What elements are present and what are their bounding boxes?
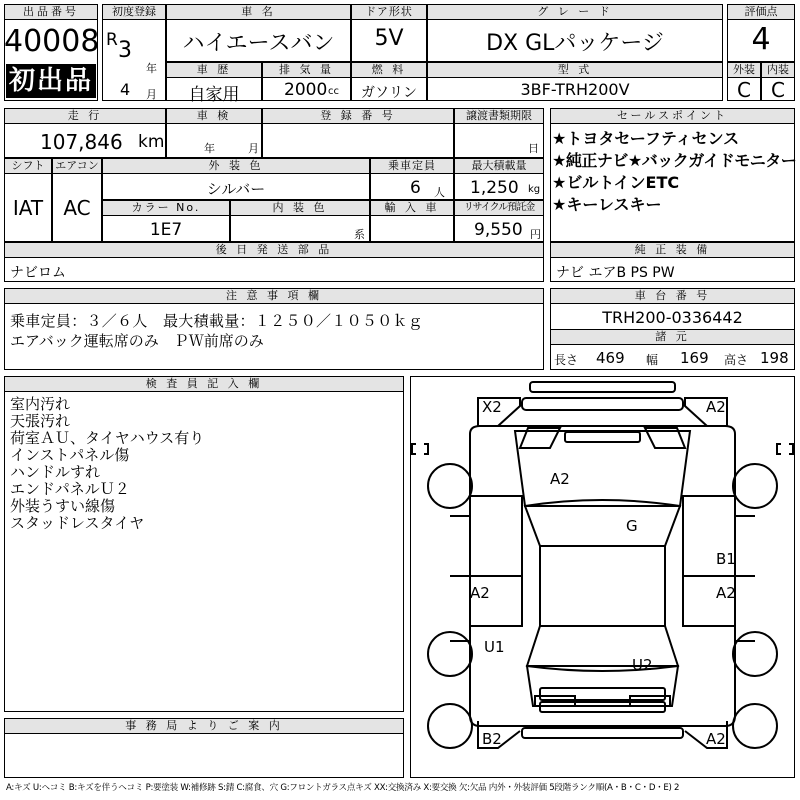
- door-label: ドア形状: [351, 4, 427, 20]
- height-label: 高さ: [724, 353, 749, 367]
- transfer-deadline-label: 譲渡書類期限: [454, 108, 544, 124]
- damage-mark-roof: G: [626, 517, 638, 535]
- registration-number-label: 登 録 番 号: [262, 108, 454, 124]
- inspection-label: 車 検: [166, 108, 262, 124]
- interior-grade-label: 内装: [761, 62, 795, 78]
- damage-mark-rear-left: B2: [482, 730, 502, 748]
- lot-number: 40008: [4, 24, 100, 59]
- genuine-equipment: ナビ エアB PS PW: [556, 265, 675, 281]
- inspector-note: 外装うすい線傷: [10, 497, 116, 515]
- caution-title: 注 意 事 項 欄: [4, 288, 544, 304]
- car-name-label: 車 名: [166, 4, 351, 20]
- damage-mark-front-right: A2: [706, 398, 726, 416]
- history-label: 車 歴: [166, 62, 262, 78]
- inspection-year-unit: 年: [204, 142, 215, 155]
- length: 469: [596, 349, 625, 367]
- capacity-label: 乗車定員: [370, 158, 454, 174]
- damage-mark-rear-right: A2: [706, 730, 726, 748]
- score: 4: [751, 22, 771, 57]
- interior-color-unit: 系: [354, 228, 365, 241]
- displacement-unit: cc: [328, 86, 339, 97]
- inspector-note: インストパネル傷: [10, 446, 130, 464]
- later-parts: ナビロム: [10, 265, 66, 281]
- exterior-color-label: 外 装 色: [102, 158, 370, 174]
- office-notice-title: 事 務 局 よ り ご 案 内: [4, 718, 404, 734]
- inspector-note: 室内汚れ: [10, 395, 71, 413]
- mileage-unit: km: [138, 132, 165, 152]
- interior-color-label: 内 装 色: [230, 200, 370, 216]
- import-label: 輸 入 車: [370, 200, 454, 216]
- door-type: 5V: [374, 26, 404, 51]
- sales-point-item: ★ビルトインETC: [552, 173, 680, 192]
- recycle-fee-unit: 円: [530, 228, 541, 241]
- caution-line: 乗車定員：３／６人 最大積載量：１２５０／１０５０ｋｇ: [10, 312, 424, 330]
- fuel: ガソリン: [361, 85, 417, 101]
- recycle-fee: 9,550: [474, 220, 523, 240]
- aircon-label: エアコン: [52, 158, 102, 174]
- genuine-equipment-title: 純 正 装 備: [550, 242, 795, 258]
- fuel-label: 燃 料: [351, 62, 427, 78]
- first-listing-badge: 初出品: [6, 64, 96, 98]
- lot-number-label: 出品番号: [4, 4, 98, 20]
- chassis-title: 車 台 番 号: [550, 288, 795, 304]
- vehicle-diagram: [410, 376, 795, 778]
- year-unit: 年: [146, 62, 157, 75]
- exterior-color: シルバー: [206, 180, 266, 198]
- damage-mark-right-rear: A2: [716, 584, 736, 602]
- shift: IAT: [12, 196, 44, 220]
- damage-legend: A:キズ U:ヘコミ B:キズを伴うヘコミ P:要塗装 W:補修跡 S:錆 C:腐食、穴 G:フロントガラス点キズ XX:交換済み X:要交換 欠:欠品 内外・外装評価 5段階ランク順(A・B・C・D・E) 2: [6, 783, 680, 793]
- damage-mark-hood: A2: [550, 470, 570, 488]
- exterior-grade: C: [737, 78, 751, 102]
- mileage-label: 走 行: [4, 108, 166, 124]
- registration-year: 3: [118, 38, 132, 63]
- wheel-front-right: [733, 464, 777, 508]
- era-letter: R: [106, 30, 118, 50]
- sales-point-item: ★純正ナビ★バックガイドモニター: [552, 151, 797, 170]
- transfer-day-unit: 日: [528, 142, 539, 155]
- score-label: 評価点: [727, 4, 795, 20]
- width: 169: [680, 349, 709, 367]
- shift-label: シフト: [4, 158, 52, 174]
- inspector-note: 天張汚れ: [10, 412, 71, 430]
- wheel-rear-right: [733, 632, 777, 676]
- front-bumper-shape: [530, 382, 675, 392]
- max-load: 1,250: [470, 178, 519, 198]
- exterior-grade-label: 外装: [727, 62, 761, 78]
- history: 自家用: [188, 85, 240, 105]
- inspection-month-unit: 月: [248, 142, 259, 155]
- chassis-number: TRH200-0336442: [602, 308, 743, 327]
- grade-label: グ レ ー ド: [427, 4, 723, 20]
- sales-point-item: ★キーレスキー: [552, 195, 662, 214]
- inspector-note: ハンドルすれ: [10, 463, 101, 481]
- model-code: 3BF-TRH200V: [520, 80, 630, 99]
- inspector-note: スタッドレスタイヤ: [10, 514, 145, 532]
- color-number-label: カラー No.: [102, 200, 230, 216]
- grade: DX GLパッケージ: [486, 31, 664, 56]
- caution-line: エアバック運転席のみ ＰＷ前席のみ: [10, 332, 264, 350]
- sales-point-item: ★トヨタセーフティセンス: [552, 129, 740, 148]
- width-label: 幅: [646, 353, 659, 367]
- height: 198: [760, 349, 789, 367]
- wheel-rear-left: [428, 632, 472, 676]
- month-unit: 月: [146, 88, 157, 101]
- capacity: 6: [410, 178, 421, 198]
- damage-mark-rear-cargo: U2: [632, 656, 653, 674]
- registration-month: 4: [120, 80, 131, 99]
- length-label: 長さ: [554, 353, 579, 367]
- first-registration-label: 初度登録: [102, 4, 166, 20]
- roof-shape: [540, 546, 665, 626]
- damage-mark-front-left: X2: [482, 398, 502, 416]
- inspector-note: エンドパネルＵ２: [10, 480, 130, 498]
- displacement-label: 排 気 量: [262, 62, 351, 78]
- max-load-label: 最大積載量: [454, 158, 544, 174]
- inspector-note: 荷室ＡＵ、タイヤハウス有り: [10, 429, 205, 447]
- recycle-fee-label: リサイクル預託金: [454, 200, 544, 216]
- interior-grade: C: [771, 78, 785, 102]
- capacity-unit: 人: [434, 186, 445, 199]
- aircon: AC: [63, 196, 91, 220]
- max-load-unit: kg: [528, 184, 541, 195]
- damage-mark-left-quarter: U1: [484, 638, 505, 656]
- inspector-notes-title: 検 査 員 記 入 欄: [4, 376, 404, 392]
- damage-mark-left-rear: A2: [470, 584, 490, 602]
- mileage: 107,846: [40, 130, 123, 154]
- dimensions-title: 諸 元: [550, 329, 795, 345]
- car-name: ハイエースバン: [182, 31, 335, 56]
- color-number: 1E7: [149, 220, 183, 240]
- sales-points-title: セールスポイント: [550, 108, 795, 124]
- inspector-notes: [10, 396, 204, 532]
- later-parts-title: 後 日 発 送 部 品: [4, 242, 544, 258]
- damage-mark-right-front-door: B1: [716, 550, 736, 568]
- wheel-front-left: [428, 464, 472, 508]
- displacement: 2000: [284, 80, 328, 100]
- model-label: 型 式: [427, 62, 723, 78]
